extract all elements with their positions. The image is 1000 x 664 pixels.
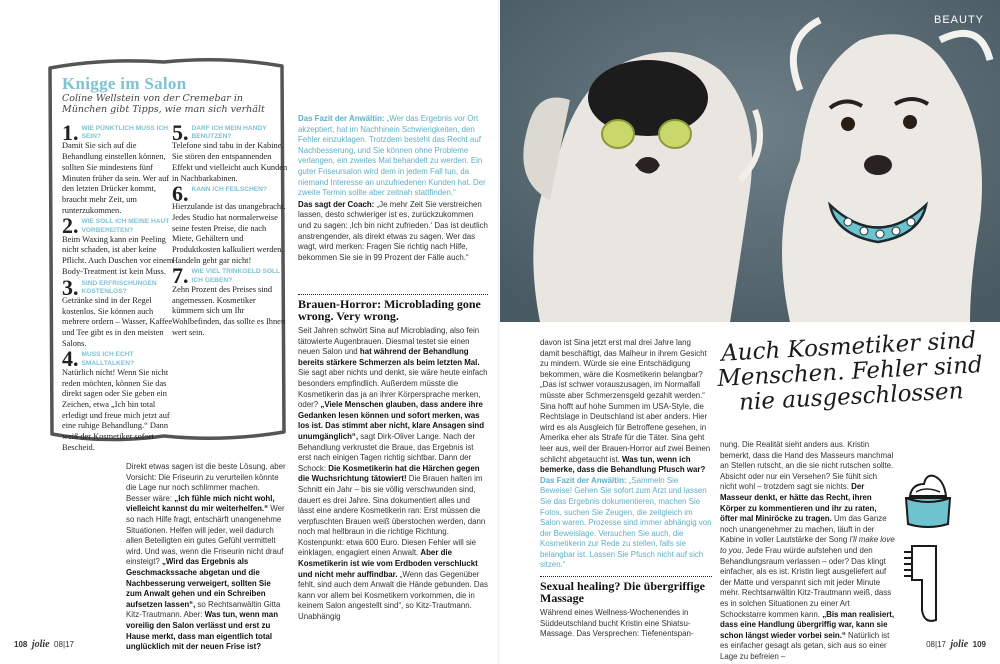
- page-number: 109: [972, 640, 986, 649]
- item-question: WIE PÜNKTLICH MUSS ICH SEIN?: [81, 125, 168, 141]
- section-label: BEAUTY: [933, 14, 984, 26]
- bold-run: hat während der Behandlung bereits stärkere Schmerzen als beim letzten Mal.: [298, 347, 480, 367]
- issue-number: 08|17: [54, 640, 74, 649]
- fazit-column: [298, 114, 488, 264]
- italic-run: I'll make love to you: [720, 535, 895, 555]
- item-answer: Zehn Prozent des Preises sind angemessen. Kosmetiker kümmern sich um Ihr Wohlbefinden, das sollte es Ihnen wert sein.: [172, 284, 286, 337]
- text-run: Natürlich ist es einfacher gesagt als getan, sich aus so einer Lage zu befreien –: [720, 630, 890, 661]
- knigge-subtitle: Coline Wellstein von der Cremebar in München gibt Tipps, wie man sich verhält: [62, 93, 265, 115]
- brauen-column: [298, 294, 488, 624]
- fazit-label: Das Fazit der Anwältin:: [540, 475, 627, 485]
- body-paragraph: Während eines Wellness-Wochenendes in Süddeutschland bucht Kristin eine Shiatsu-Massage. Das Versprechen: Tiefenentspan-: [540, 608, 694, 639]
- brand-logo: jolie: [950, 639, 969, 650]
- coach-text: „Je mehr Zeit Sie verstreichen lassen, desto schwieriger ist es, zurückzukommen und zu sagen: ‚Ich bin nicht zufrieden.‘ Das ist deutlich anstrengender, als direkt etwas zu sagen. Wer das wagt, wird merken: Fragen Sie richtig nach Hilfe, bekommen Sie sie in 99 Prozent der Fälle auch.“: [298, 199, 488, 262]
- bold-run: „Ich fühle mich nicht wohl, vielleicht kannst du mir weiterhelfen.“: [126, 493, 275, 514]
- text-run: „Wenn das Gegenüber fehlt, sind auch dem Anwalt die Hände gebunden. Das kann vor allem bei Kosmetikern vorkommen, die in keinem Salon angestellt sind“, so Kitz-Trautmann. Unabhängig: [298, 569, 488, 622]
- knigge-item-2: [62, 213, 178, 277]
- item-question: SIND ERFRISCHUNGEN KOSTENLOS?: [81, 279, 157, 295]
- body-paragraph: [126, 462, 286, 653]
- folio-left: [14, 639, 74, 650]
- comb-icon: [902, 540, 958, 624]
- text-run: Seit Jahren schwört Sina auf Microblading, also fein tätowierte Augenbrauen. Diesmal testet sie einen neuen Salon und: [298, 326, 480, 357]
- item-question: WIE VIEL TRINKGELD SOLL ICH GEBEN?: [191, 268, 280, 284]
- massage-headline: Sexual healing? Die übergriffige Massage: [540, 579, 705, 606]
- knigge-column-1: [62, 120, 178, 455]
- text-run: Sie sagt aber nichts und denkt, sie wäre heute einfach besonders empfindlich. Außerdem müsste die Kosmetikerin das ja an ihrer Körpersprache merken, oder?: [298, 368, 488, 410]
- knigge-item-3: [62, 274, 178, 350]
- fazit-label: Das Fazit der Anwältin:: [298, 114, 385, 123]
- dogs-illustration: [500, 0, 1000, 322]
- knigge-column-2: [172, 120, 288, 339]
- text-run: Direkt etwas sagen ist die beste Lösung, aber Vorsicht: Die Friseurin zu verurteilen könnte die Lage nur noch schlimmer machen. Besser wäre:: [126, 462, 286, 503]
- divider: [298, 294, 488, 295]
- brauen-paragraph: [298, 326, 488, 623]
- knigge-item-1: [62, 120, 178, 216]
- item-answer: Natürlich nicht! Wenn Sie nicht reden möchten, können Sie das direkt sagen oder Sie geben ein Zeichen, etwa „Ich bin total erledigt und freue mich jetzt auf eine ruhige Behandlung.“ Dann weiß der Kosmetiker sofort Bescheid.: [62, 367, 170, 452]
- bold-run: Aber die Kosmetikerin ist wie vom Erdboden verschluckt und nicht mehr auffindbar.: [298, 548, 478, 579]
- item-question: MUSS ICH ECHT SMALLTALKEN?: [81, 351, 134, 367]
- brand-logo: jolie: [31, 639, 50, 650]
- item-number: 6.: [172, 181, 189, 207]
- bold-run: „Viele Menschen glauben, dass andere ihre Gedanken lesen können und sofort merken, was los ist. Das stimmt aber nicht, klare Ansagen sind unumgänglich“,: [298, 400, 485, 441]
- pull-quote: Auch Kosmetiker sind Menschen. Fehler sind nie ausgeschlossen: [716, 327, 984, 416]
- fazit-paragraph: [298, 114, 488, 199]
- knigge-item-7: [172, 263, 288, 338]
- folio-right: [926, 639, 986, 650]
- text-run: so Rechtsanwältin Gitta Kitz-Trautmann. Aber:: [126, 599, 281, 620]
- item-answer: Beim Waxing kann ein Peeling nicht schaden, ist aber keine Pflicht. Auch Duschen vor einem Body-Treatment ist kein Muss.: [62, 234, 174, 276]
- item-number: 1.: [62, 120, 79, 145]
- item-question: DARF ICH MEIN HANDY BENUTZEN?: [191, 125, 267, 141]
- body-paragraph: [540, 338, 712, 571]
- page-109: [500, 0, 1000, 664]
- item-number: 4.: [62, 346, 79, 372]
- text-run: Wer so nach Hilfe fragt, entschärft unangenehme Situationen. Helfen will jeder, weil dadurch allen Beteiligten ein gutes Gefühl vermittelt wird. Und was, wenn die Friseurin nicht drauf einsteigt?: [126, 504, 285, 567]
- item-answer: Getränke sind in der Regel kostenlos. Sie können auch mehrere ordern – Wasser, Kaffee und Tee gibt es in den meisten Salons.: [62, 295, 173, 348]
- item-question: WIE SOLL ICH MEINE HAUT VORBEREITEN?: [81, 218, 170, 234]
- dogs-photo: [500, 0, 1000, 322]
- body-column-right-2: [720, 440, 895, 663]
- text-run: Die Brauen halten im Schnitt ein Jahr – bis sie völlig verschwunden sind, dauert es drei Jahre. Sina dokumentiert alles und lässt eine andere Kosmetikerin ran: Erst müssen die verpfuschten Brauen weiß überstochen werden, dann noch mal hellbraun in die richtige Richtung. Kostenpunkt: etwa 600 Euro. Diesen Fehler will sie einklagen, engagiert einen Anwalt.: [298, 474, 486, 558]
- body-paragraph: [720, 440, 895, 662]
- bold-run: Was tun, wenn man voreilig den Salon verlässt und erst zu Hause merkt, dass man eigentlich total unglücklich mit der neuen Frise ist?: [126, 610, 279, 652]
- item-number: 5.: [172, 120, 189, 145]
- item-answer: Damit Sie sich auf die Behandlung einstellen können, sollten Sie mindestens fünf Minuten früher da sein. Wer auf den letzten Drücker kommt, braucht mehr Zeit, um runterzukommen.: [62, 141, 170, 215]
- knigge-item-4: [62, 346, 178, 453]
- cream-jar-icon: [900, 470, 956, 530]
- text-run: Um das Ganze noch unangenehmer zu machen, läuft in der Kabine in voller Lautstärke der Song: [720, 514, 887, 545]
- fazit-text: „Wer das Ergebnis vor Ort akzeptiert, hat im Nachhinein Schwierigkeiten, den Fehler einzuklagen. Trotzdem besteht das Recht auf Nachbesserung, und Sie können ohne Probleme verlangen, ein zweites Mal behandelt zu werden. Ein guter Friseursalon wird dem in jedem Fall tun, da niemand Interesse an unzufriedenen Kunden hat. Der zweite Termin sollte aber zeitnah stattfinden.“: [298, 114, 486, 198]
- fazit-text: „Sammeln Sie Beweise! Gehen Sie sofort zum Arzt und lassen Sie das Ergebnis dokumentieren, machen Sie Fotos, suchen Sie Zeugen, die zeitgleich im Salon waren. Prozesse sind immer abhängig von der Beweislage. Versuchen Sie auch, die Kosmetikerin zur Rede zu stellen, falls sie belangbar ist. Lassen Sie Pfusch nicht auf sich sitzen.“: [540, 475, 712, 570]
- knigge-item-5: [172, 120, 288, 184]
- knigge-box: [44, 50, 288, 452]
- item-number: 3.: [62, 274, 79, 300]
- issue-number: 08|17: [926, 640, 946, 649]
- text-run: nung. Die Realität sieht anders aus. Kristin bemerkt, dass die Hand des Masseurs manchmal an Stellen rutscht, an die sie nicht rutschen sollte. Absicht oder nur ein Versehen? Sie fühlt sich nicht wohl – trotzdem sagt sie nichts.: [720, 440, 894, 492]
- bold-run: „Bis man realisiert, dass eine Handlung übergriffig war, kann sie schon längst wieder vorbei sein.“: [720, 609, 895, 640]
- knigge-title: Knigge im Salon: [62, 74, 187, 93]
- brauen-headline: Brauen-Horror: Microblading gone wrong. Very wrong.: [298, 297, 481, 323]
- bold-run: Was tun, wenn ich bemerke, dass die Behandlung Pfusch war?: [540, 454, 706, 475]
- item-question: KANN ICH FEILSCHEN?: [191, 186, 267, 194]
- text-run: davon ist Sina jetzt erst mal drei Jahre lang damit beschäftigt, das Malheur in ihrem Gesicht zu mindern. Würde sie eine Entschädigung bekommen, wäre die Kosmetikerin belangbar? „Das ist schwer vorauszusagen, im Normalfall müsste aber Schmerzensgeld gezahlt werden.“ Sina hofft auf hohe Summen im USA-Style, die Rechtslage in Deutschland ist aber anders. Hier wird es als Ausgleich für Betroffene gesehen, in Amerika eher als Strafe für die Täter. Sina geht leer aus, weil der Brauen-Horror auf zwei Beinen schlicht abgetaucht ist.: [540, 338, 711, 464]
- body-column-left: [126, 462, 286, 654]
- knigge-item-6: [172, 181, 288, 266]
- item-number: 2.: [62, 213, 79, 239]
- body-column-right-1: [540, 338, 712, 641]
- item-number: 7.: [172, 263, 189, 289]
- coach-label: Das sagt der Coach:: [298, 199, 375, 209]
- bold-run: Der Masseur denkt, er hätte das Recht, ihren Körper zu kommentieren und ihr zu raten, öfter mal Miniröcke zu tragen.: [720, 482, 877, 524]
- text-run: sagt Dirk-Oliver Lange. Nach der Behandlung verkrustet die Braue, das Ergebnis ist erst nach einigen Tagen richtig sichtbar. Dann der Schock:: [298, 431, 476, 473]
- coach-paragraph: [298, 200, 488, 264]
- page-number: 108: [14, 640, 28, 649]
- item-answer: Telefone sind tabu in der Kabine. Sie stören den entspannenden Effekt und vielleicht auch Kunden in Nachbarkabinen.: [172, 141, 288, 183]
- text-run: . Jede Frau würde aufstehen und den Behandlungsraum verlassen – oder? Das klingt einfacher, als es ist. Kristin liegt ausgeliefert auf der Matte und verspannt sich mit jeder Minute mehr. Rechtsanwältin Kitz-Trautmann weiß, dass es in solchen Situationen zu einer Art Schockstarre kommen kann.: [720, 545, 892, 619]
- bold-run: Die Kosmetikerin hat die Härchen gegen die Wuchsrichtung tätowiert!: [298, 463, 480, 484]
- divider: [540, 576, 712, 577]
- bold-run: „Wird das Ergebnis als Geschmackssache abgetan und die Nachbesserung verweigert, sollten Sie zum Anwalt gehen und ein Schreiben aufsetzen lassen“,: [126, 557, 271, 609]
- item-answer: Hierzulande ist das unangebracht. Jedes Studio hat normalerweise seine festen Preise, die nach Miete, Gehältern und Produktkosten kalkuliert werden. Handeln geht gar nicht!: [172, 202, 286, 265]
